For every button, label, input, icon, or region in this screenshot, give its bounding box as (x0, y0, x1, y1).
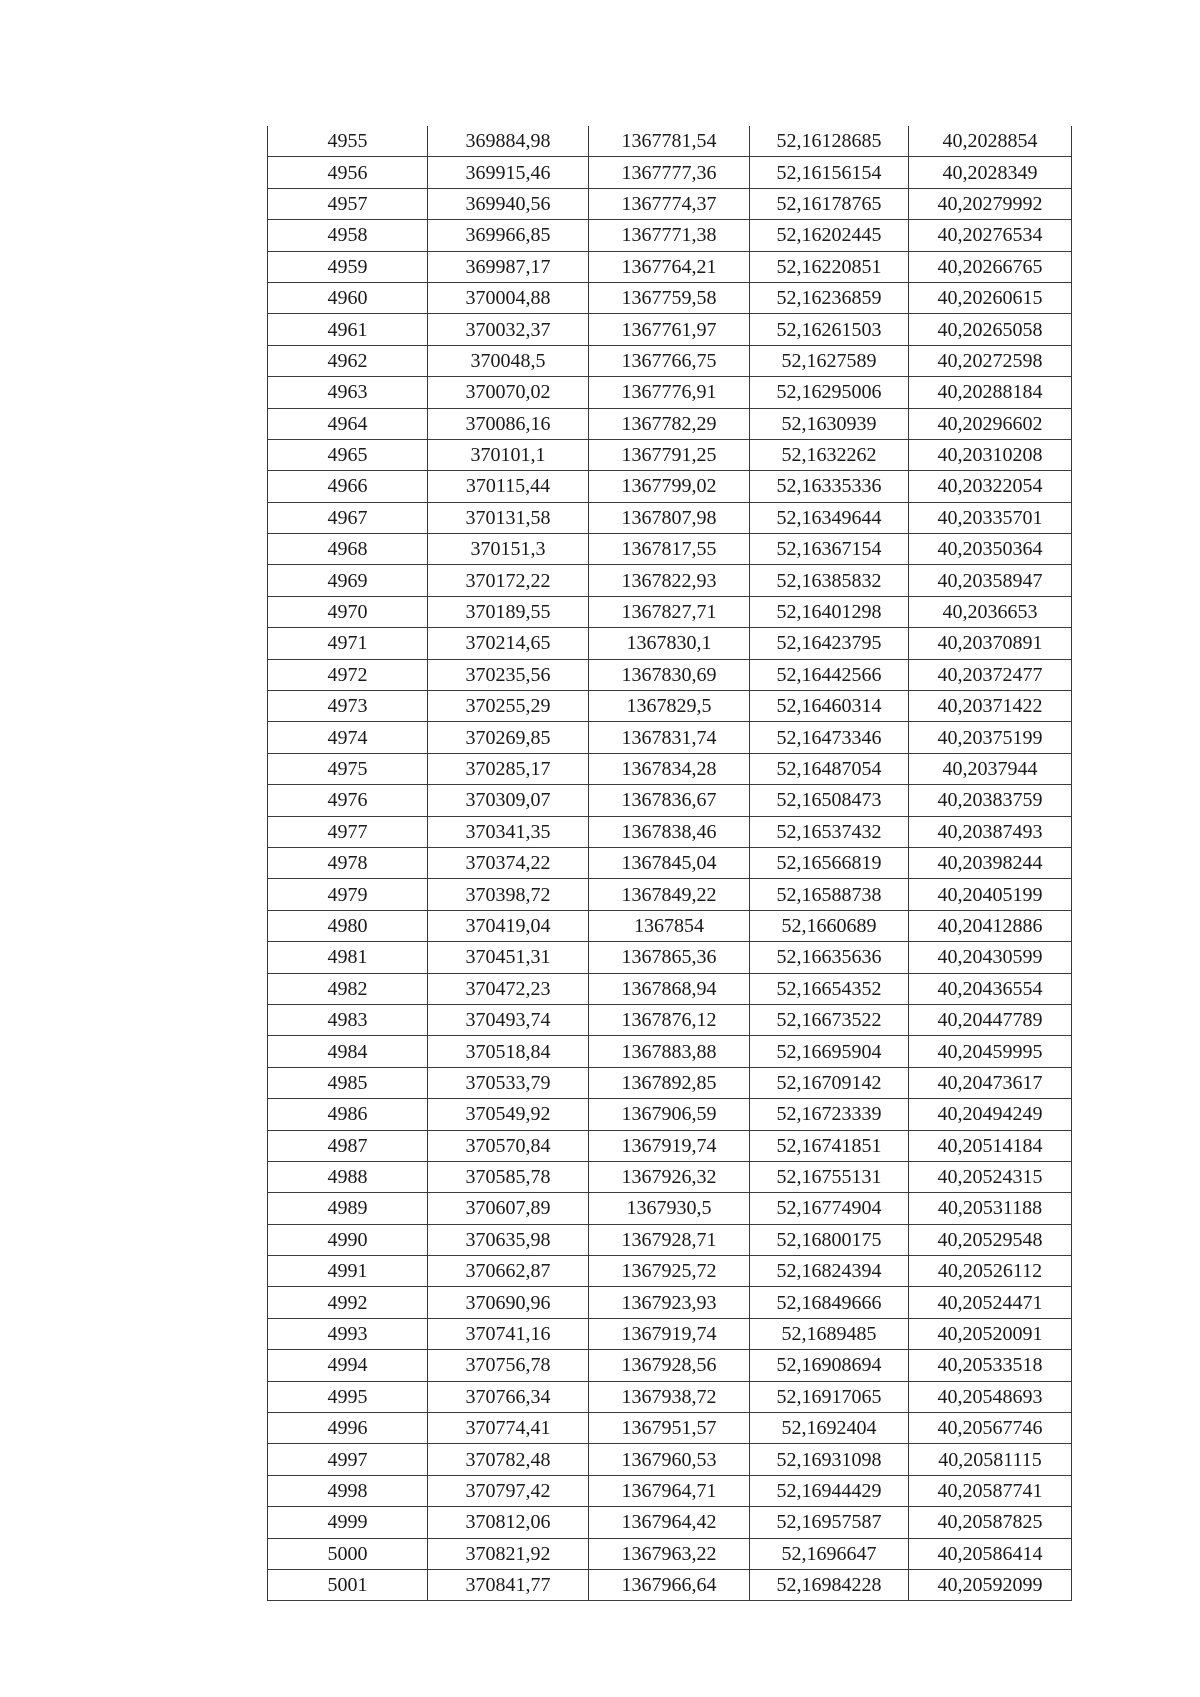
point-number-cell: 4987 (268, 1130, 428, 1161)
x-coordinate-cell: 370032,37 (428, 314, 589, 345)
longitude-cell: 40,20459995 (909, 1036, 1072, 1067)
x-coordinate-cell: 370309,07 (428, 785, 589, 816)
point-number-cell: 4956 (268, 157, 428, 188)
latitude-cell: 52,1632262 (750, 439, 909, 470)
x-coordinate-cell: 370782,48 (428, 1444, 589, 1475)
point-number-cell: 4981 (268, 942, 428, 973)
point-number-cell: 4995 (268, 1381, 428, 1412)
x-coordinate-cell: 370533,79 (428, 1067, 589, 1098)
latitude-cell: 52,16335336 (750, 471, 909, 502)
longitude-cell: 40,20372477 (909, 659, 1072, 690)
x-coordinate-cell: 369987,17 (428, 251, 589, 282)
x-coordinate-cell: 369915,46 (428, 157, 589, 188)
longitude-cell: 40,20383759 (909, 785, 1072, 816)
point-number-cell: 4988 (268, 1161, 428, 1192)
latitude-cell: 52,1627589 (750, 345, 909, 376)
longitude-cell: 40,2028349 (909, 157, 1072, 188)
point-number-cell: 4959 (268, 251, 428, 282)
latitude-cell: 52,16367154 (750, 534, 909, 565)
x-coordinate-cell: 370741,16 (428, 1318, 589, 1349)
longitude-cell: 40,20592099 (909, 1569, 1072, 1600)
latitude-cell: 52,16957587 (750, 1507, 909, 1538)
table-row (268, 722, 1072, 753)
coordinates-table-body (268, 126, 1072, 1601)
table-row (268, 1538, 1072, 1569)
y-coordinate-cell: 1367764,21 (589, 251, 750, 282)
point-number-cell: 4964 (268, 408, 428, 439)
point-number-cell: 4994 (268, 1350, 428, 1381)
table-row (268, 1130, 1072, 1161)
y-coordinate-cell: 1367849,22 (589, 879, 750, 910)
x-coordinate-cell: 370451,31 (428, 942, 589, 973)
longitude-cell: 40,20260615 (909, 282, 1072, 313)
table-row (268, 1318, 1072, 1349)
y-coordinate-cell: 1367831,74 (589, 722, 750, 753)
latitude-cell: 52,16442566 (750, 659, 909, 690)
y-coordinate-cell: 1367938,72 (589, 1381, 750, 1412)
y-coordinate-cell: 1367892,85 (589, 1067, 750, 1098)
table-row (268, 565, 1072, 596)
y-coordinate-cell: 1367782,29 (589, 408, 750, 439)
y-coordinate-cell: 1367966,64 (589, 1569, 750, 1600)
longitude-cell: 40,20531188 (909, 1193, 1072, 1224)
x-coordinate-cell: 370374,22 (428, 847, 589, 878)
point-number-cell: 4958 (268, 220, 428, 251)
longitude-cell: 40,20276534 (909, 220, 1072, 251)
longitude-cell: 40,20447789 (909, 1004, 1072, 1035)
point-number-cell: 4966 (268, 471, 428, 502)
latitude-cell: 52,1689485 (750, 1318, 909, 1349)
latitude-cell: 52,16984228 (750, 1569, 909, 1600)
table-row (268, 1067, 1072, 1098)
point-number-cell: 4955 (268, 126, 428, 157)
longitude-cell: 40,20335701 (909, 502, 1072, 533)
x-coordinate-cell: 369884,98 (428, 126, 589, 157)
point-number-cell: 4975 (268, 753, 428, 784)
y-coordinate-cell: 1367807,98 (589, 502, 750, 533)
point-number-cell: 4967 (268, 502, 428, 533)
point-number-cell: 4992 (268, 1287, 428, 1318)
longitude-cell: 40,20526112 (909, 1256, 1072, 1287)
y-coordinate-cell: 1367906,59 (589, 1099, 750, 1130)
y-coordinate-cell: 1367845,04 (589, 847, 750, 878)
x-coordinate-cell: 370101,1 (428, 439, 589, 470)
point-number-cell: 4979 (268, 879, 428, 910)
point-number-cell: 4985 (268, 1067, 428, 1098)
table-row (268, 753, 1072, 784)
latitude-cell: 52,16566819 (750, 847, 909, 878)
x-coordinate-cell: 370151,3 (428, 534, 589, 565)
x-coordinate-cell: 370774,41 (428, 1413, 589, 1444)
x-coordinate-cell: 370797,42 (428, 1475, 589, 1506)
point-number-cell: 4980 (268, 910, 428, 941)
longitude-cell: 40,20524471 (909, 1287, 1072, 1318)
longitude-cell: 40,20567746 (909, 1413, 1072, 1444)
y-coordinate-cell: 1367791,25 (589, 439, 750, 470)
longitude-cell: 40,20350364 (909, 534, 1072, 565)
x-coordinate-cell: 370189,55 (428, 596, 589, 627)
table-row (268, 439, 1072, 470)
x-coordinate-cell: 370341,35 (428, 816, 589, 847)
table-row (268, 157, 1072, 188)
point-number-cell: 4983 (268, 1004, 428, 1035)
y-coordinate-cell: 1367830,69 (589, 659, 750, 690)
point-number-cell: 4969 (268, 565, 428, 596)
table-row (268, 1193, 1072, 1224)
point-number-cell: 4997 (268, 1444, 428, 1475)
longitude-cell: 40,20581115 (909, 1444, 1072, 1475)
latitude-cell: 52,16473346 (750, 722, 909, 753)
table-row (268, 596, 1072, 627)
table-row (268, 816, 1072, 847)
longitude-cell: 40,20358947 (909, 565, 1072, 596)
point-number-cell: 4986 (268, 1099, 428, 1130)
point-number-cell: 4971 (268, 628, 428, 659)
latitude-cell: 52,16537432 (750, 816, 909, 847)
longitude-cell: 40,20473617 (909, 1067, 1072, 1098)
point-number-cell: 4965 (268, 439, 428, 470)
latitude-cell: 52,16588738 (750, 879, 909, 910)
point-number-cell: 4976 (268, 785, 428, 816)
latitude-cell: 52,16487054 (750, 753, 909, 784)
table-row (268, 1256, 1072, 1287)
x-coordinate-cell: 370690,96 (428, 1287, 589, 1318)
latitude-cell: 52,16236859 (750, 282, 909, 313)
table-row (268, 973, 1072, 1004)
table-row (268, 251, 1072, 282)
latitude-cell: 52,1660689 (750, 910, 909, 941)
point-number-cell: 4960 (268, 282, 428, 313)
y-coordinate-cell: 1367777,36 (589, 157, 750, 188)
x-coordinate-cell: 370493,74 (428, 1004, 589, 1035)
x-coordinate-cell: 370812,06 (428, 1507, 589, 1538)
x-coordinate-cell: 370635,98 (428, 1224, 589, 1255)
x-coordinate-cell: 370766,34 (428, 1381, 589, 1412)
x-coordinate-cell: 369966,85 (428, 220, 589, 251)
x-coordinate-cell: 370472,23 (428, 973, 589, 1004)
latitude-cell: 52,1696647 (750, 1538, 909, 1569)
x-coordinate-cell: 370419,04 (428, 910, 589, 941)
table-row (268, 910, 1072, 941)
table-row (268, 942, 1072, 973)
y-coordinate-cell: 1367923,93 (589, 1287, 750, 1318)
x-coordinate-cell: 370172,22 (428, 565, 589, 596)
x-coordinate-cell: 370115,44 (428, 471, 589, 502)
y-coordinate-cell: 1367868,94 (589, 973, 750, 1004)
y-coordinate-cell: 1367928,56 (589, 1350, 750, 1381)
longitude-cell: 40,20436554 (909, 973, 1072, 1004)
y-coordinate-cell: 1367836,67 (589, 785, 750, 816)
longitude-cell: 40,20529548 (909, 1224, 1072, 1255)
y-coordinate-cell: 1367964,71 (589, 1475, 750, 1506)
longitude-cell: 40,20398244 (909, 847, 1072, 878)
y-coordinate-cell: 1367964,42 (589, 1507, 750, 1538)
y-coordinate-cell: 1367883,88 (589, 1036, 750, 1067)
latitude-cell: 52,16824394 (750, 1256, 909, 1287)
latitude-cell: 52,16723339 (750, 1099, 909, 1130)
longitude-cell: 40,20265058 (909, 314, 1072, 345)
latitude-cell: 52,16295006 (750, 377, 909, 408)
longitude-cell: 40,2036653 (909, 596, 1072, 627)
longitude-cell: 40,20266765 (909, 251, 1072, 282)
longitude-cell: 40,20310208 (909, 439, 1072, 470)
x-coordinate-cell: 369940,56 (428, 188, 589, 219)
longitude-cell: 40,20586414 (909, 1538, 1072, 1569)
longitude-cell: 40,20520091 (909, 1318, 1072, 1349)
latitude-cell: 52,16917065 (750, 1381, 909, 1412)
longitude-cell: 40,20587741 (909, 1475, 1072, 1506)
y-coordinate-cell: 1367771,38 (589, 220, 750, 251)
latitude-cell: 52,16156154 (750, 157, 909, 188)
table-row (268, 126, 1072, 157)
longitude-cell: 40,20296602 (909, 408, 1072, 439)
point-number-cell: 4961 (268, 314, 428, 345)
x-coordinate-cell: 370570,84 (428, 1130, 589, 1161)
y-coordinate-cell: 1367781,54 (589, 126, 750, 157)
table-row (268, 1444, 1072, 1475)
longitude-cell: 40,20524315 (909, 1161, 1072, 1192)
table-row (268, 691, 1072, 722)
latitude-cell: 52,16908694 (750, 1350, 909, 1381)
latitude-cell: 52,16385832 (750, 565, 909, 596)
latitude-cell: 52,16741851 (750, 1130, 909, 1161)
x-coordinate-cell: 370821,92 (428, 1538, 589, 1569)
latitude-cell: 52,16849666 (750, 1287, 909, 1318)
longitude-cell: 40,20494249 (909, 1099, 1072, 1130)
longitude-cell: 40,20533518 (909, 1350, 1072, 1381)
table-row (268, 1224, 1072, 1255)
latitude-cell: 52,16423795 (750, 628, 909, 659)
x-coordinate-cell: 370398,72 (428, 879, 589, 910)
table-row (268, 345, 1072, 376)
point-number-cell: 4968 (268, 534, 428, 565)
longitude-cell: 40,20514184 (909, 1130, 1072, 1161)
table-row (268, 1507, 1072, 1538)
latitude-cell: 52,1630939 (750, 408, 909, 439)
y-coordinate-cell: 1367776,91 (589, 377, 750, 408)
point-number-cell: 4984 (268, 1036, 428, 1067)
x-coordinate-cell: 370235,56 (428, 659, 589, 690)
table-row (268, 314, 1072, 345)
y-coordinate-cell: 1367761,97 (589, 314, 750, 345)
point-number-cell: 4990 (268, 1224, 428, 1255)
table-row (268, 471, 1072, 502)
point-number-cell: 4972 (268, 659, 428, 690)
longitude-cell: 40,20412886 (909, 910, 1072, 941)
table-row (268, 1099, 1072, 1130)
y-coordinate-cell: 1367834,28 (589, 753, 750, 784)
x-coordinate-cell: 370585,78 (428, 1161, 589, 1192)
y-coordinate-cell: 1367928,71 (589, 1224, 750, 1255)
x-coordinate-cell: 370518,84 (428, 1036, 589, 1067)
x-coordinate-cell: 370285,17 (428, 753, 589, 784)
table-row (268, 408, 1072, 439)
y-coordinate-cell: 1367951,57 (589, 1413, 750, 1444)
latitude-cell: 52,16800175 (750, 1224, 909, 1255)
table-row (268, 659, 1072, 690)
point-number-cell: 4993 (268, 1318, 428, 1349)
latitude-cell: 52,16931098 (750, 1444, 909, 1475)
longitude-cell: 40,20279992 (909, 188, 1072, 219)
x-coordinate-cell: 370131,58 (428, 502, 589, 533)
x-coordinate-cell: 370756,78 (428, 1350, 589, 1381)
longitude-cell: 40,20288184 (909, 377, 1072, 408)
latitude-cell: 52,16401298 (750, 596, 909, 627)
table-row (268, 1287, 1072, 1318)
point-number-cell: 5001 (268, 1569, 428, 1600)
y-coordinate-cell: 1367822,93 (589, 565, 750, 596)
point-number-cell: 4973 (268, 691, 428, 722)
y-coordinate-cell: 1367854 (589, 910, 750, 941)
point-number-cell: 4963 (268, 377, 428, 408)
latitude-cell: 52,16774904 (750, 1193, 909, 1224)
point-number-cell: 4996 (268, 1413, 428, 1444)
table-row (268, 377, 1072, 408)
x-coordinate-cell: 370841,77 (428, 1569, 589, 1600)
table-row (268, 1161, 1072, 1192)
longitude-cell: 40,2037944 (909, 753, 1072, 784)
x-coordinate-cell: 370048,5 (428, 345, 589, 376)
latitude-cell: 52,16349644 (750, 502, 909, 533)
latitude-cell: 52,16178765 (750, 188, 909, 219)
latitude-cell: 52,16709142 (750, 1067, 909, 1098)
y-coordinate-cell: 1367830,1 (589, 628, 750, 659)
x-coordinate-cell: 370662,87 (428, 1256, 589, 1287)
y-coordinate-cell: 1367817,55 (589, 534, 750, 565)
y-coordinate-cell: 1367759,58 (589, 282, 750, 313)
longitude-cell: 40,2028854 (909, 126, 1072, 157)
point-number-cell: 4957 (268, 188, 428, 219)
point-number-cell: 4982 (268, 973, 428, 1004)
y-coordinate-cell: 1367827,71 (589, 596, 750, 627)
x-coordinate-cell: 370086,16 (428, 408, 589, 439)
y-coordinate-cell: 1367919,74 (589, 1130, 750, 1161)
latitude-cell: 52,16128685 (750, 126, 909, 157)
x-coordinate-cell: 370214,65 (428, 628, 589, 659)
latitude-cell: 52,16944429 (750, 1475, 909, 1506)
latitude-cell: 52,16673522 (750, 1004, 909, 1035)
table-row (268, 1413, 1072, 1444)
point-number-cell: 4977 (268, 816, 428, 847)
longitude-cell: 40,20371422 (909, 691, 1072, 722)
longitude-cell: 40,20587825 (909, 1507, 1072, 1538)
x-coordinate-cell: 370607,89 (428, 1193, 589, 1224)
latitude-cell: 52,16755131 (750, 1161, 909, 1192)
y-coordinate-cell: 1367926,32 (589, 1161, 750, 1192)
table-row (268, 502, 1072, 533)
latitude-cell: 52,16695904 (750, 1036, 909, 1067)
table-row (268, 1381, 1072, 1412)
y-coordinate-cell: 1367774,37 (589, 188, 750, 219)
longitude-cell: 40,20430599 (909, 942, 1072, 973)
table-row (268, 1569, 1072, 1600)
y-coordinate-cell: 1367838,46 (589, 816, 750, 847)
table-row (268, 628, 1072, 659)
point-number-cell: 4974 (268, 722, 428, 753)
x-coordinate-cell: 370070,02 (428, 377, 589, 408)
table-row (268, 1350, 1072, 1381)
y-coordinate-cell: 1367925,72 (589, 1256, 750, 1287)
point-number-cell: 4999 (268, 1507, 428, 1538)
longitude-cell: 40,20375199 (909, 722, 1072, 753)
y-coordinate-cell: 1367766,75 (589, 345, 750, 376)
x-coordinate-cell: 370255,29 (428, 691, 589, 722)
longitude-cell: 40,20272598 (909, 345, 1072, 376)
y-coordinate-cell: 1367799,02 (589, 471, 750, 502)
x-coordinate-cell: 370004,88 (428, 282, 589, 313)
table-row (268, 785, 1072, 816)
point-number-cell: 4978 (268, 847, 428, 878)
longitude-cell: 40,20370891 (909, 628, 1072, 659)
x-coordinate-cell: 370269,85 (428, 722, 589, 753)
y-coordinate-cell: 1367865,36 (589, 942, 750, 973)
point-number-cell: 4991 (268, 1256, 428, 1287)
latitude-cell: 52,16508473 (750, 785, 909, 816)
coordinates-table (267, 126, 1072, 1601)
y-coordinate-cell: 1367930,5 (589, 1193, 750, 1224)
latitude-cell: 52,16202445 (750, 220, 909, 251)
longitude-cell: 40,20405199 (909, 879, 1072, 910)
x-coordinate-cell: 370549,92 (428, 1099, 589, 1130)
y-coordinate-cell: 1367876,12 (589, 1004, 750, 1035)
point-number-cell: 4998 (268, 1475, 428, 1506)
latitude-cell: 52,16261503 (750, 314, 909, 345)
longitude-cell: 40,20387493 (909, 816, 1072, 847)
latitude-cell: 52,16635636 (750, 942, 909, 973)
table-row (268, 282, 1072, 313)
table-row (268, 220, 1072, 251)
table-row (268, 1036, 1072, 1067)
latitude-cell: 52,16220851 (750, 251, 909, 282)
longitude-cell: 40,20322054 (909, 471, 1072, 502)
table-row (268, 847, 1072, 878)
point-number-cell: 4970 (268, 596, 428, 627)
y-coordinate-cell: 1367919,74 (589, 1318, 750, 1349)
point-number-cell: 4962 (268, 345, 428, 376)
table-row (268, 1475, 1072, 1506)
y-coordinate-cell: 1367829,5 (589, 691, 750, 722)
table-row (268, 1004, 1072, 1035)
y-coordinate-cell: 1367960,53 (589, 1444, 750, 1475)
latitude-cell: 52,16654352 (750, 973, 909, 1004)
y-coordinate-cell: 1367963,22 (589, 1538, 750, 1569)
point-number-cell: 4989 (268, 1193, 428, 1224)
table-row (268, 188, 1072, 219)
table-row (268, 534, 1072, 565)
table-row (268, 879, 1072, 910)
point-number-cell: 5000 (268, 1538, 428, 1569)
longitude-cell: 40,20548693 (909, 1381, 1072, 1412)
latitude-cell: 52,16460314 (750, 691, 909, 722)
latitude-cell: 52,1692404 (750, 1413, 909, 1444)
